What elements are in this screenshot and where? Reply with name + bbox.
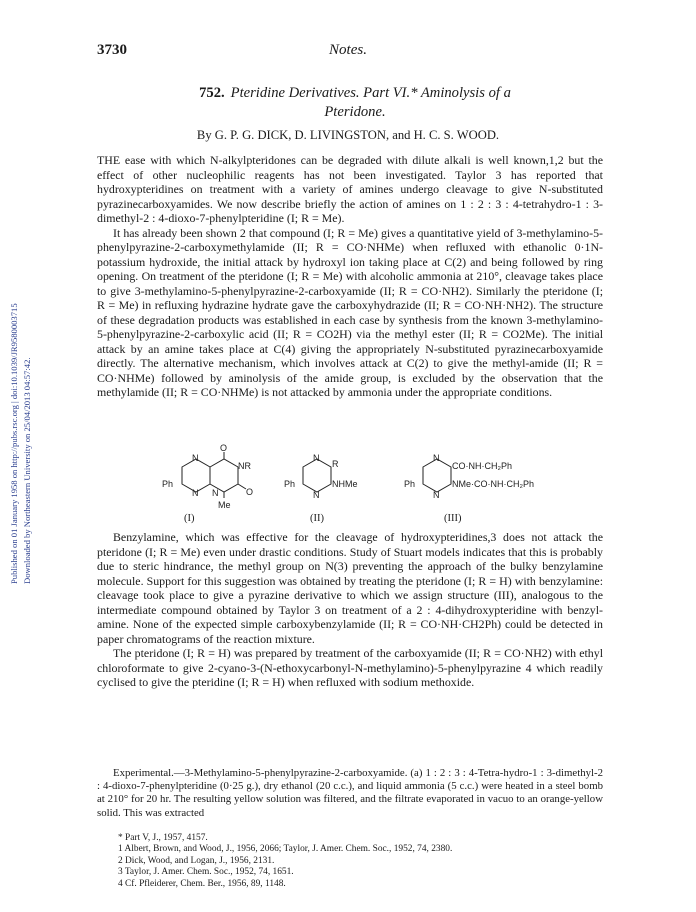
paragraph-2: It has already been shown 2 that compound (I; R = Me) gives a quantitative yield of 3-methylamino-5-phenylpyrazine-2-carboxymethylamide (II; R = CO·NHMe) when refluxed with ethanolic 0·1N-potassium hydroxide, the initial attack by hydroxyl ion taking place at C(2) and being followed by ring opening. On treatment of the pteridone (I; R = Me) with alcoholic ammonia at 210°, cleavage takes place to give 3-methylamino-5-phenylpyrazine-2-carboxyamide (II; R = CO·NH2). Similarly the pteridone (I; R = Me) in refluxing hydrazine hydrate gave the carboxyhydrazide (II; R = CO·NH·NH2). The structure of these degradation products was established in each case by synthesis from the known 3-methylamino-5-phenylpyrazine-2-carboxylic acid (II; R = CO2H) via the methyl ester (II; R = CO2Me). The initial attack by an amine takes place at C(4) giving the appropriately N-substituted pyrazinecarboxyamide directly. The alternative mechanism, which involves attack at C(2) to give the methyl-amide (II; R = CO·NHMe) followed by aminolysis of the amide group, is excluded by the observation that the methylamide (II; R = CO·NHMe) is not attacked by ammonia under the appropriate conditions.	[97, 225, 603, 399]
article-number: 752.	[199, 85, 225, 101]
structure-III	[398, 452, 558, 512]
article-title	[130, 84, 580, 122]
atom-N-top: N	[313, 453, 320, 463]
paragraph-4: The pteridone (I; R = H) was prepared by treatment of the carboxyamide (II; R = CO·NH2) with ethyl chloroformate to give 2-cyano-3-(N-ethoxycarbonyl-N-methylamino)-5-phenylpyrazine 4 which readily cyclised to give the pteridine (I; R = H) when refluxed with sodium methoxide.	[97, 646, 603, 689]
atom-O-top: O	[220, 443, 228, 453]
sidebar-download-note: Downloaded by Northeastern University on 25/04/2013 04:57:42.	[22, 357, 32, 584]
paragraph-3: Benzylamine, which was effective for the cleavage of hydroxypteridines,3 does not attack the pteridone (I; R = Me) even under drastic conditions. Study of Stuart models indicates that this is probably due to steric hindrance, the methyl group on N(3) preventing the approach of the bulky benzylamine molecule. Support for this suggestion was obtained by treating the pteridone (I; R = H) with benzylamine: cleavage took place to give a pyrazine derivative to which we assign structure (III), analogous to the intermediate compound obtained by Taylor 3 on treatment of a 2 : 4-dihydroxypteridine with benzyl-amine. None of the expected simple carboxybenzylamide (II; R = CO·NH·CH2Ph) could be detected in paper chromatograms of the reaction mixture.	[97, 530, 603, 646]
journal-section: Notes.	[329, 42, 367, 58]
atom-Ph: Ph	[284, 479, 296, 489]
atom-N8: N	[212, 488, 219, 498]
title-line-1: Pteridine Derivatives. Part VI.* Aminolysis of a	[230, 85, 511, 101]
experimental-section	[97, 767, 603, 820]
title-line-2: Pteridone.	[324, 104, 386, 120]
body-upper	[97, 153, 603, 400]
label-I: (I)	[184, 513, 195, 524]
paragraph-1: THE ease with which N-alkylpteridones can be degraded with dilute alkali is well known,1,2 but the effect of other nucleophilic reagents has not been investigated. Taylor 3 has reported that hydroxypteridines on treatment with a variety of amines undergo cleavage to give N-substituted pyrazinecarboxyamides. We now describe briefly the action of amines on 1 : 2 : 3 : 4-tetrahydro-1 : 3-dimethyl-2 : 4-dioxo-7-phenylpteridine (I; R = Me).	[97, 153, 603, 225]
footnote-4: 4 Cf. Pfleiderer, Chem. Ber., 1956, 89, 1148.	[118, 878, 286, 889]
page-number: 3730	[97, 42, 127, 58]
footnote-2: 2 Dick, Wood, and Logan, J., 1956, 2131.	[118, 855, 275, 866]
atom-N-top: N	[433, 453, 440, 463]
atom-NMeCONHCH2Ph: NMe·CO·NH·CH₂Ph	[452, 479, 534, 489]
experimental-text: Experimental.—3-Methylamino-5-phenylpyrazine-2-carboxyamide. (a) 1 : 2 : 3 : 4-Tetra-hydro-1 : 3-dimethyl-2 : 4-dioxo-7-phenylpteridine (0·25 g.), dry ethanol (20 c.c.), and liquid ammonia (5 c.c.) were heated in a steel bomb at 210° for 20 hr. The resulting yellow solution was filtered, and the filtrate evaporated in vacuo to an orange-yellow solid. This was extracted	[97, 767, 603, 819]
atom-NR: NR	[238, 461, 251, 471]
atom-N1: N	[192, 453, 199, 463]
footnote-star: * Part V, J., 1957, 4157.	[118, 833, 208, 843]
atom-NHMe: NHMe	[332, 479, 358, 489]
structure-II	[278, 452, 368, 512]
structure-I	[152, 443, 262, 512]
footnote-3: 3 Taylor, J. Amer. Chem. Soc., 1952, 74, 1651.	[118, 867, 294, 878]
atom-Me: Me	[218, 500, 231, 510]
atom-N-bottom: N	[313, 490, 320, 500]
atom-N5: N	[192, 488, 199, 498]
label-III: (III)	[444, 513, 462, 524]
atom-R: R	[332, 459, 339, 469]
atom-O-right: O	[246, 487, 254, 497]
body-lower	[97, 530, 603, 690]
atom-CONHCH2Ph: CO·NH·CH₂Ph	[452, 461, 512, 471]
atom-Ph: Ph	[404, 479, 416, 489]
footnote-1: 1 Albert, Brown, and Wood, J., 1956, 2066; Taylor, J. Amer. Chem. Soc., 1952, 74, 2380.	[118, 844, 453, 855]
authors: By G. P. G. DICK, D. LIVINGSTON, and H. C. S. WOOD.	[196, 128, 500, 142]
footnotes	[118, 833, 452, 890]
label-II: (II)	[310, 513, 324, 524]
sidebar-publication-note: Published on 01 January 1958 on http://pubs.rsc.org | doi:10.1039/JR9580003715	[9, 303, 19, 584]
atom-N-bottom: N	[433, 490, 440, 500]
atom-Ph: Ph	[162, 479, 174, 489]
